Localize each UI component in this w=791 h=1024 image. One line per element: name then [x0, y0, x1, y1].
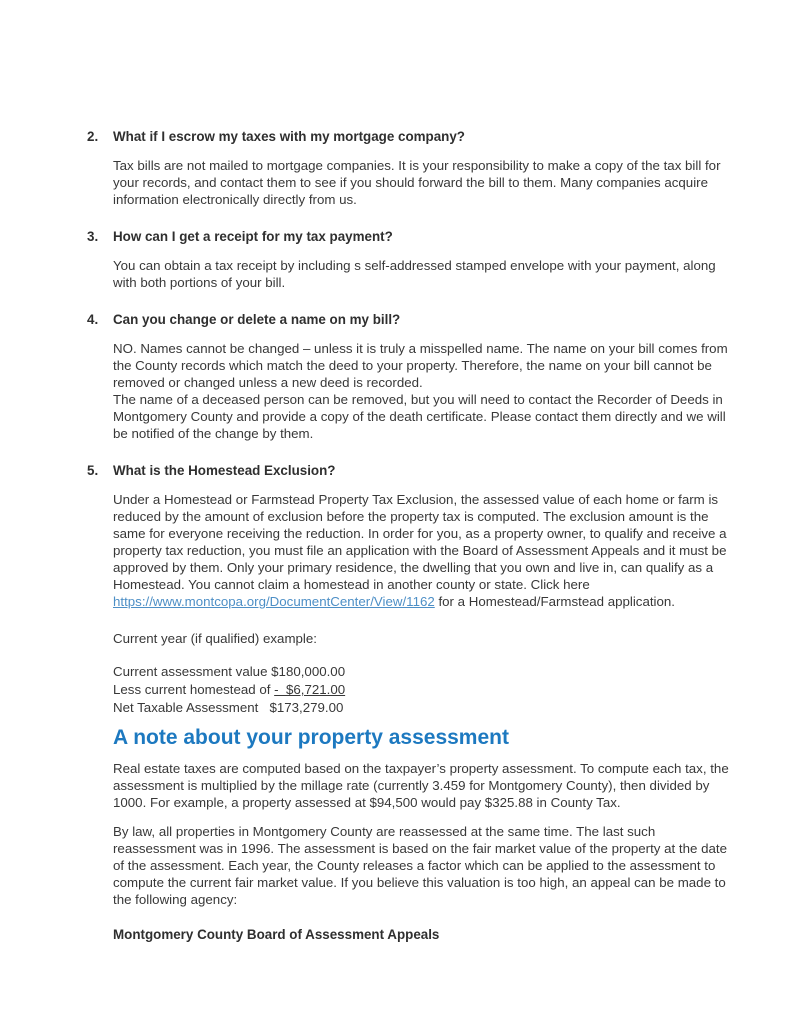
faq-item-homestead: [87, 462, 733, 610]
note-paragraph: Real estate taxes are computed based on the taxpayer’s property assessment. To compute each tax, the assessment is multiplied by the millage rate (currently 3.459 for Montgomery County), then divided by 1000. For example, a property assessed at $94,500 would pay $325.88 in County Tax.: [113, 761, 729, 810]
faq-question-number: 5.: [87, 463, 99, 478]
assessment-example-block: [113, 630, 733, 717]
current-assessment-line: Current assessment value $180,000.00: [113, 664, 346, 679]
example-intro-line: Current year (if qualified) example:: [113, 631, 317, 646]
faq-answer-paragraph: Tax bills are not mailed to mortgage companies. It is your responsibility to make a copy of the tax bill for your records, and contact them to see if you should forward the bill to them. Many companies acquire information electronically directly from us.: [113, 158, 721, 207]
faq-question-number: 4.: [87, 312, 99, 327]
faq-item-name-change: [87, 311, 733, 442]
faq-question: [87, 311, 733, 328]
faq-question: [87, 228, 733, 245]
faq-question: [87, 128, 733, 145]
less-homestead-line: [113, 681, 733, 699]
section-heading: A note about your property assessment: [113, 726, 509, 749]
faq-question-number: 2.: [87, 129, 99, 144]
less-homestead-amount: - $6,721.00: [274, 682, 346, 697]
faq-question-text: How can I get a receipt for my tax payment?: [113, 229, 393, 244]
note-paragraph: By law, all properties in Montgomery County are reassessed at the same time. The last such reassessment was in 1996. The assessment is based on the fair market value of the property at the date of the assessment. Each year, the County releases a factor which can be applied to the assessment to compute the current fair market value. If you believe this valuation is too high, an appeal can be made to the following agency:: [113, 824, 727, 907]
faq-answer-paragraph: NO. Names cannot be changed – unless it is truly a misspelled name. The name on your bill comes from the County records which match the deed to your property. Therefore, the name on your bill cannot be removed or changed unless a new deed is recorded.: [113, 341, 728, 390]
faq-item-escrow: [87, 128, 733, 208]
faq-answer: [113, 491, 733, 610]
net-taxable-line: Net Taxable Assessment $173,279.00: [113, 700, 344, 715]
faq-question-number: 3.: [87, 229, 99, 244]
faq-question-text: What if I escrow my taxes with my mortgage company?: [113, 129, 465, 144]
faq-question: [87, 462, 733, 479]
answer-text-after-link: for a Homestead/Farmstead application.: [434, 594, 675, 609]
faq-answer: [113, 157, 733, 208]
faq-answer-paragraph: You can obtain a tax receipt by including s self-addressed stamped envelope with your payment, along with both portions of your bill.: [113, 258, 716, 290]
faq-question-text: What is the Homestead Exclusion?: [113, 463, 336, 478]
property-assessment-note: [113, 725, 733, 943]
faq-item-receipt: [87, 228, 733, 291]
faq-answer-paragraph: The name of a deceased person can be removed, but you will need to contact the Recorder of Deeds in Montgomery County and provide a copy of the death certificate. Please contact them directly and we will be notified of the change by them.: [113, 392, 726, 441]
answer-text-before-link: Under a Homestead or Farmstead Property Tax Exclusion, the assessed value of each home or farm is reduced by the amount of exclusion before the property tax is computed. The exclusion amount is the same for everyone receiving the reduction. In order for you, as a property owner, to qualify and receive a property tax reduction, you must file an application with the Board of Assessment Appeals and it must be approved by them. Only your primary residence, the dwelling that you own and live in, can qualify as a Homestead. You cannot claim a homestead in another county or state. Click here: [113, 492, 727, 592]
faq-list: [87, 128, 733, 610]
homestead-application-link[interactable]: https://www.montcopa.org/DocumentCenter/View/1162: [113, 594, 435, 609]
agency-name: Montgomery County Board of Assessment Appeals: [113, 927, 440, 942]
faq-answer: [113, 340, 733, 442]
faq-question-text: Can you change or delete a name on my bill?: [113, 312, 401, 327]
faq-answer: [113, 257, 733, 291]
faq-answer-paragraph: [113, 491, 733, 610]
less-homestead-label: Less current homestead of: [113, 682, 275, 697]
